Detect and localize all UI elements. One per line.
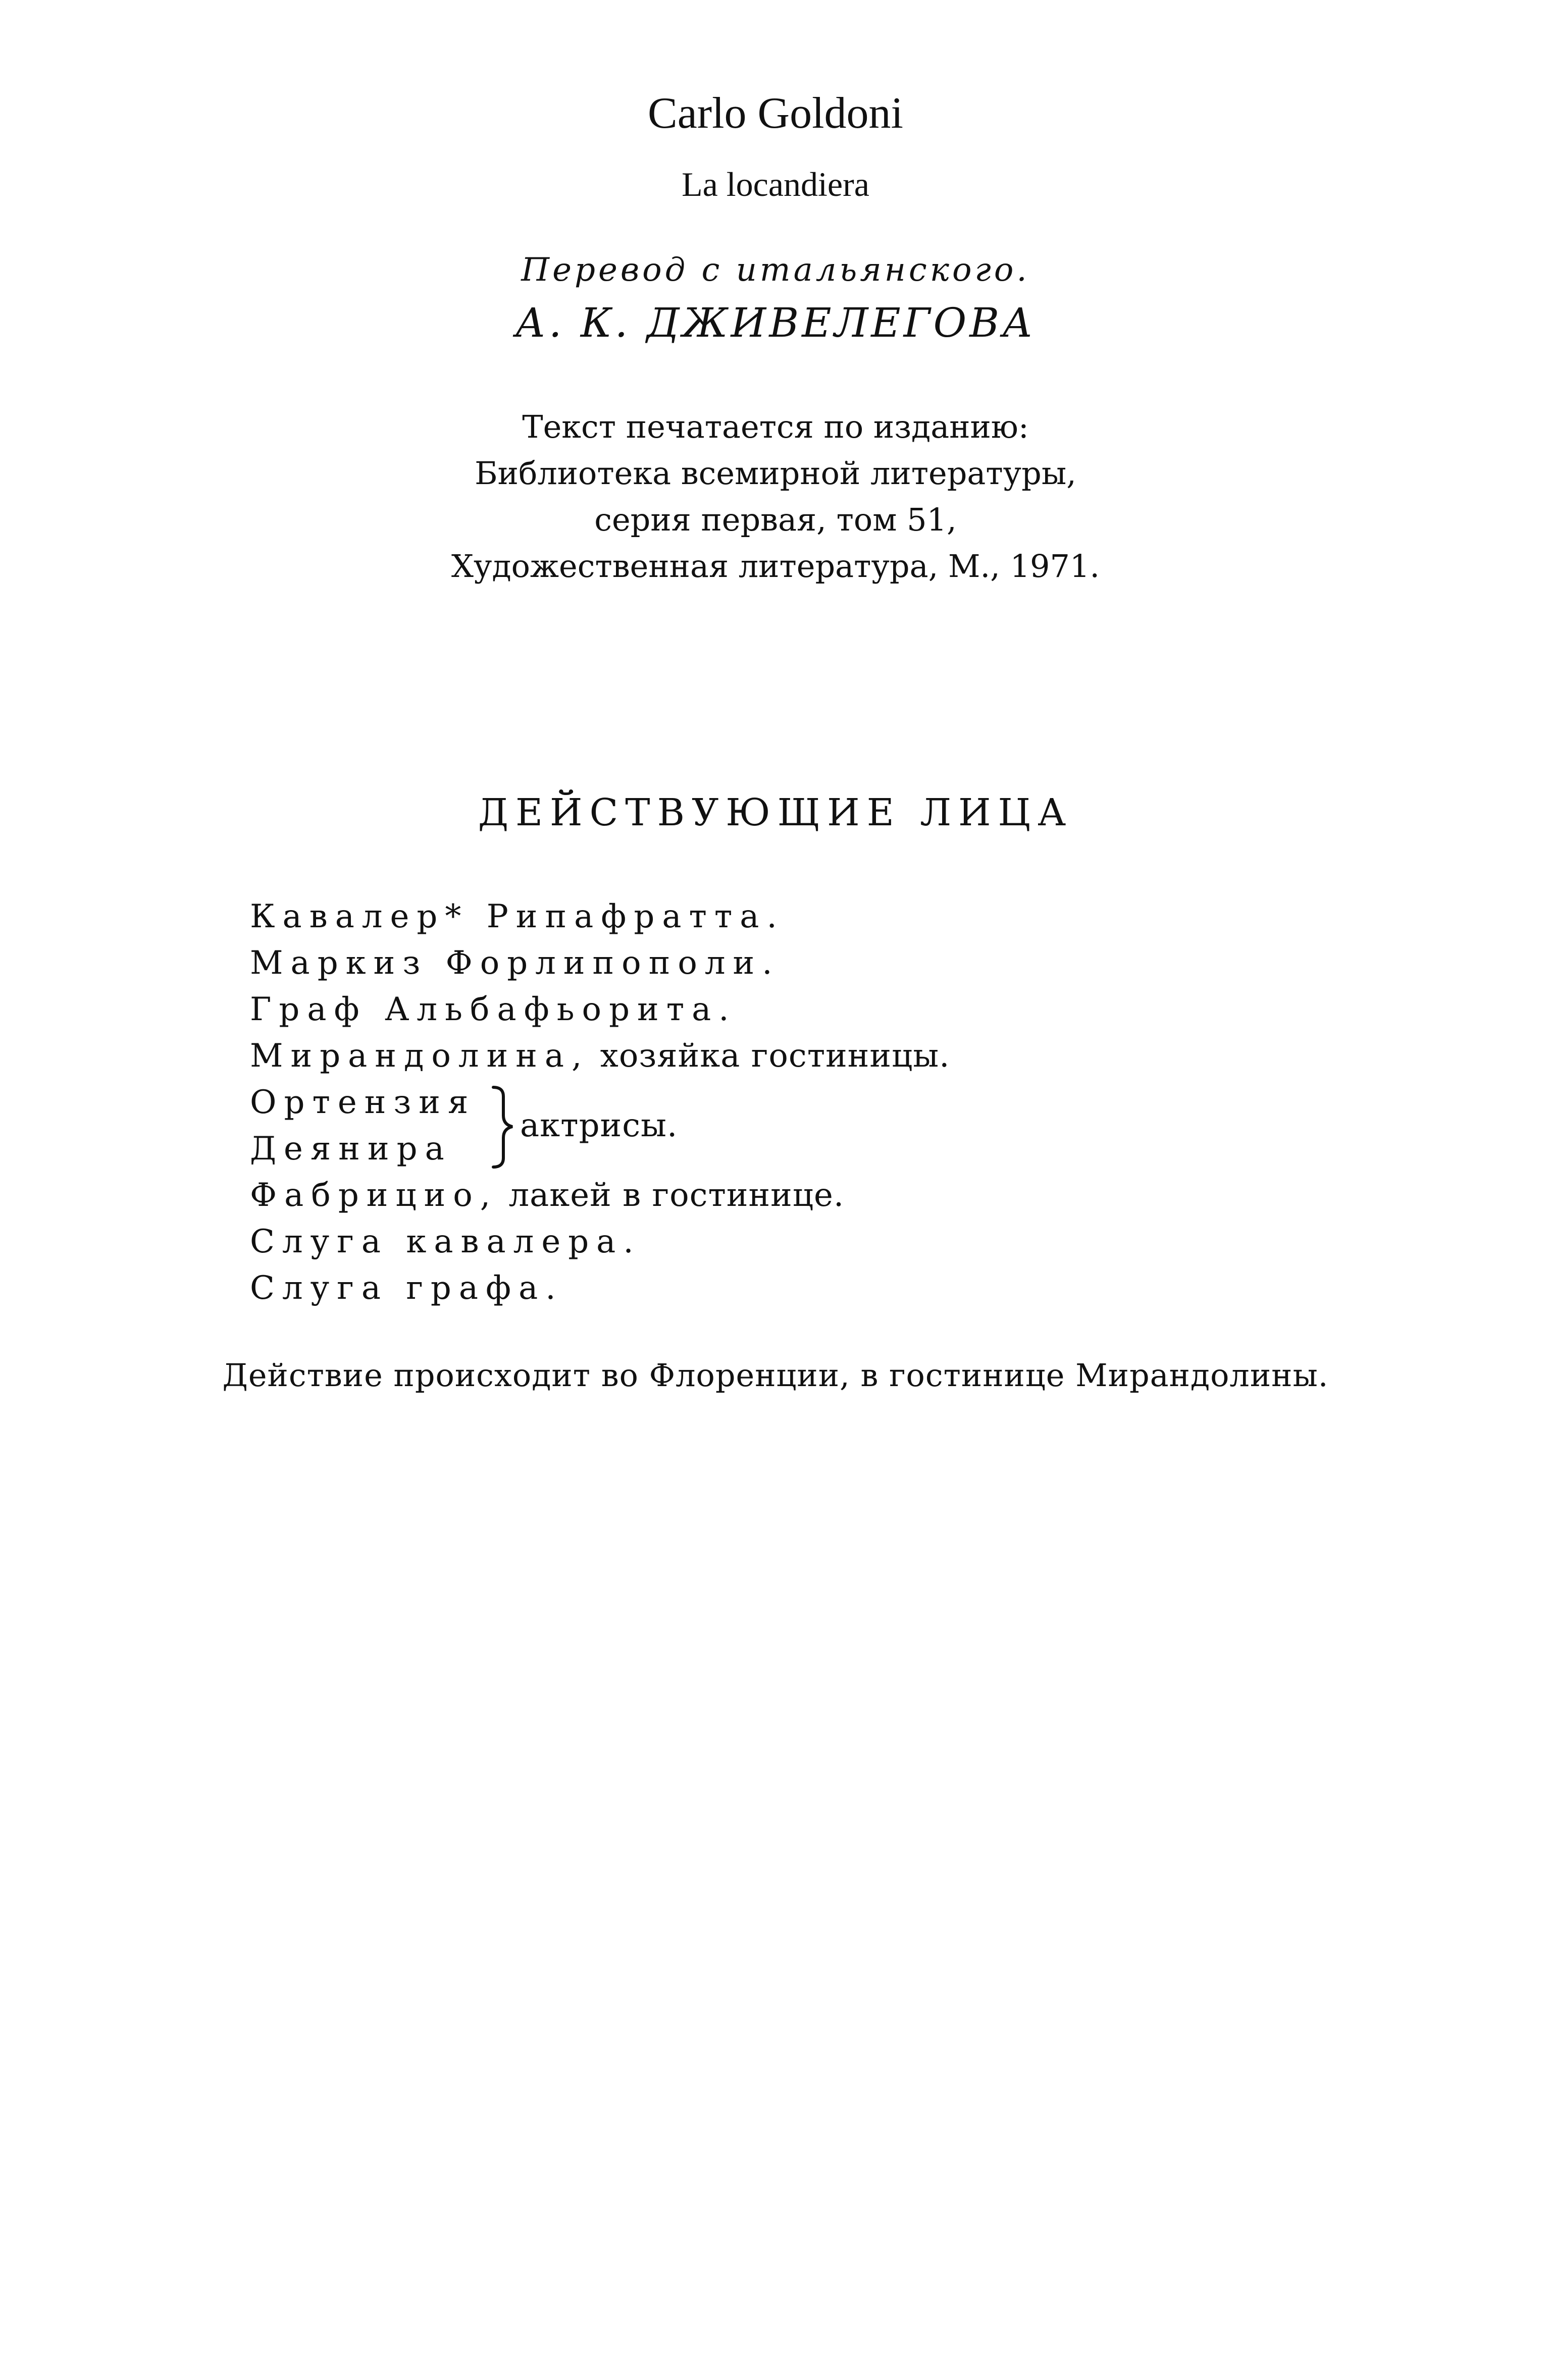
cast-item xyxy=(250,1033,1411,1079)
source-line: Текст печатается по изданию: xyxy=(522,408,1029,445)
cast-item xyxy=(250,986,1411,1033)
cast-group-actresses xyxy=(250,1079,1411,1172)
cast-item xyxy=(250,1219,1411,1265)
cast-role: Мирандолина, xyxy=(250,1037,590,1075)
cast-item xyxy=(250,1265,1411,1311)
author-name: Carlo Goldoni xyxy=(648,89,903,138)
cast-desc: хозяйка гостиницы. xyxy=(589,1037,950,1075)
cast-role: Маркиз Форлипополи. xyxy=(250,944,780,982)
translation-note: Перевод с итальянского. xyxy=(521,251,1030,289)
cast-role: Слуга кавалера. xyxy=(250,1223,641,1260)
cast-item xyxy=(250,1172,1411,1219)
translator-name: А. К. ДЖИВЕЛЕГОВА xyxy=(515,299,1036,346)
source-line: серия первая, том 51, xyxy=(594,501,957,538)
cast-desc: актрисы. xyxy=(520,1107,678,1144)
cast-heading: ДЕЙСТВУЮЩИЕ ЛИЦА xyxy=(478,791,1073,834)
cast-item xyxy=(250,940,1411,986)
source-line: Художественная литература, М., 1971. xyxy=(451,548,1100,585)
cast-list xyxy=(250,893,1411,1311)
cast-item xyxy=(250,893,1411,940)
cast-desc: лакей в гостинице. xyxy=(498,1177,845,1214)
cast-role: Граф Альбафьорита. xyxy=(250,991,737,1028)
cast-role: Деянира xyxy=(250,1130,452,1168)
cast-role: Слуга графа. xyxy=(250,1270,563,1307)
setting-note: Действие происходит во Флоренции, в гостинице Мирандолины. xyxy=(222,1357,1329,1394)
cast-role: Кавалер* Рипафратта. xyxy=(250,898,785,935)
cast-role: Фабрицио, xyxy=(250,1177,498,1214)
cast-role: Ортензия xyxy=(250,1084,476,1121)
brace-icon xyxy=(487,1084,518,1170)
work-title: La locandiera xyxy=(682,165,869,203)
source-line: Библиотека всемирной литературы, xyxy=(475,455,1076,492)
